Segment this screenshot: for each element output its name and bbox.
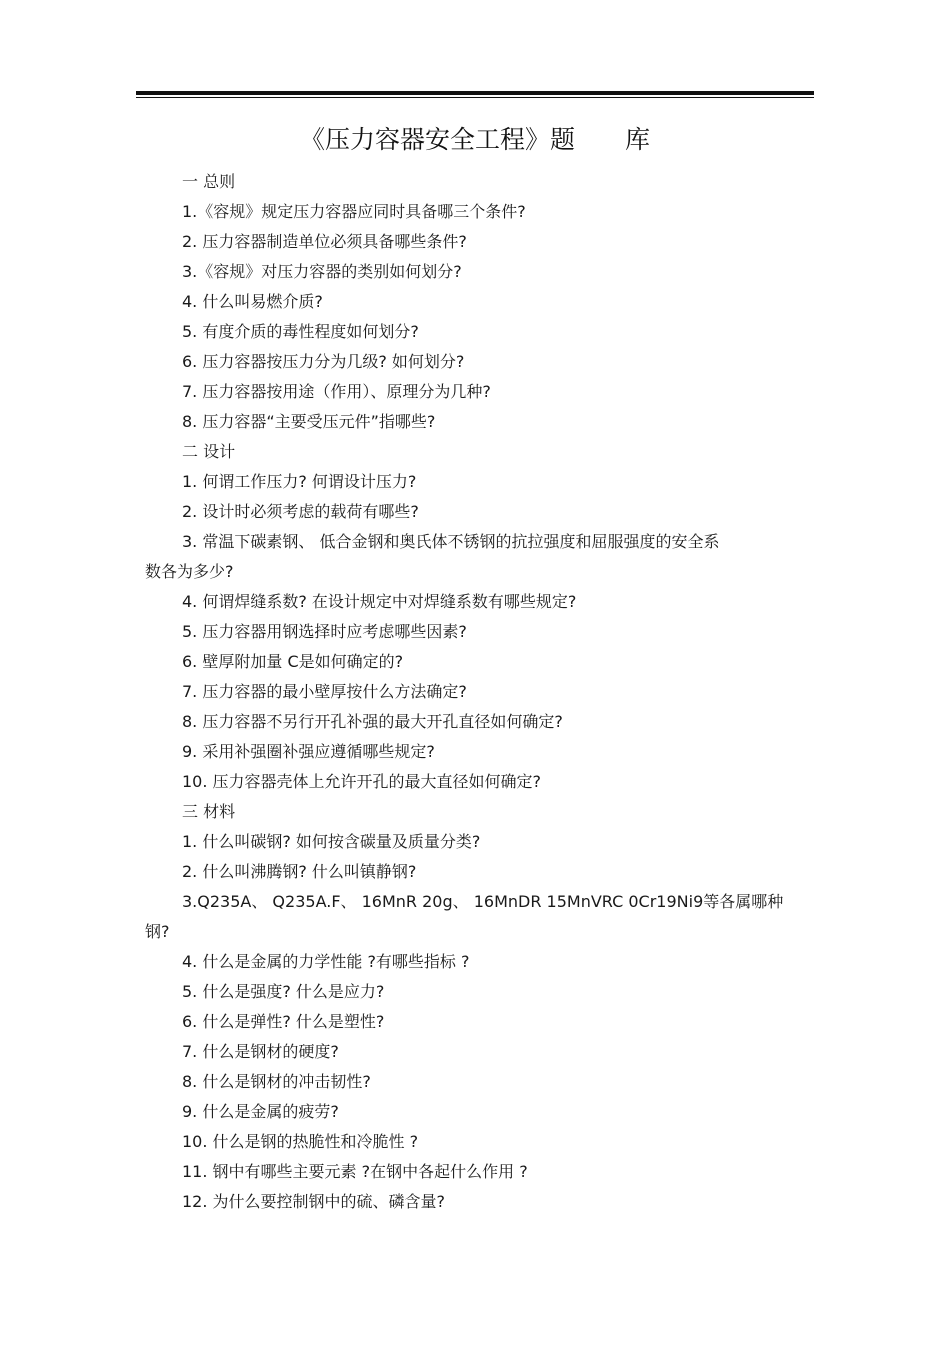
document-line: 11. 钢中有哪些主要元素 ?在钢中各起什么作用 ? — [182, 1162, 528, 1181]
document-title: 《压力容器安全工程》题 库 — [299, 125, 650, 154]
document-line: 5. 有度介质的毒性程度如何划分? — [182, 322, 419, 341]
header-rule-thin — [136, 97, 814, 98]
document-line: 二 设计 — [182, 442, 236, 461]
document-line: 5. 什么是强度? 什么是应力? — [182, 982, 385, 1001]
header-rule-thick — [136, 91, 814, 95]
document-line: 9. 采用补强圈补强应遵循哪些规定? — [182, 742, 435, 761]
document-line: 钢? — [145, 922, 170, 941]
document-line: 4. 什么是金属的力学性能 ?有哪些指标 ? — [182, 952, 470, 971]
document-line: 9. 什么是金属的疲劳? — [182, 1102, 339, 1121]
document-line: 12. 为什么要控制钢中的硫、磷含量? — [182, 1192, 446, 1211]
document-line: 数各为多少? — [145, 562, 234, 581]
document-line: 7. 压力容器的最小壁厚按什么方法确定? — [182, 682, 467, 701]
document-line: 4. 何谓焊缝系数? 在设计规定中对焊缝系数有哪些规定? — [182, 592, 577, 611]
document-line: 8. 压力容器不另行开孔补强的最大开孔直径如何确定? — [182, 712, 563, 731]
document-line: 2. 压力容器制造单位必须具备哪些条件? — [182, 232, 467, 251]
document-line: 6. 什么是弹性? 什么是塑性? — [182, 1012, 385, 1031]
document-line: 8. 什么是钢材的冲击韧性? — [182, 1072, 371, 1091]
document-line: 一 总则 — [182, 172, 236, 191]
question-list — [145, 167, 810, 1217]
document-line: 4. 什么叫易燃介质? — [182, 292, 323, 311]
document-line: 1.《容规》规定压力容器应同时具备哪三个条件? — [182, 202, 526, 221]
document-line: 6. 压力容器按压力分为几级? 如何划分? — [182, 352, 465, 371]
document-line: 三 材料 — [182, 802, 236, 821]
document-line: 1. 什么叫碳钢? 如何按含碳量及质量分类? — [182, 832, 481, 851]
document-line: 3.Q235A、 Q235A.F、 16MnR 20g、 16MnDR 15MnVRC 0Cr19Ni9等各属哪种 — [182, 892, 784, 911]
document-line: 3.《容规》对压力容器的类别如何划分? — [182, 262, 462, 281]
document-line: 6. 壁厚附加量 C是如何确定的? — [182, 652, 404, 671]
document-line: 1. 何谓工作压力? 何谓设计压力? — [182, 472, 417, 491]
document-line: 5. 压力容器用钢选择时应考虑哪些因素? — [182, 622, 467, 641]
document-line: 8. 压力容器“主要受压元件”指哪些? — [182, 412, 436, 431]
document-line: 10. 什么是钢的热脆性和冷脆性 ? — [182, 1132, 419, 1151]
document-line: 7. 什么是钢材的硬度? — [182, 1042, 339, 1061]
document-line: 2. 什么叫沸腾钢? 什么叫镇静钢? — [182, 862, 417, 881]
document-line: 7. 压力容器按用途（作用）、原理分为几种? — [182, 382, 491, 401]
document-line: 10. 压力容器壳体上允许开孔的最大直径如何确定? — [182, 772, 542, 791]
document-line: 2. 设计时必须考虑的载荷有哪些? — [182, 502, 419, 521]
document-line: 3. 常温下碳素钢、 低合金钢和奥氏体不锈钢的抗拉强度和屈服强度的安全系 — [182, 532, 720, 551]
